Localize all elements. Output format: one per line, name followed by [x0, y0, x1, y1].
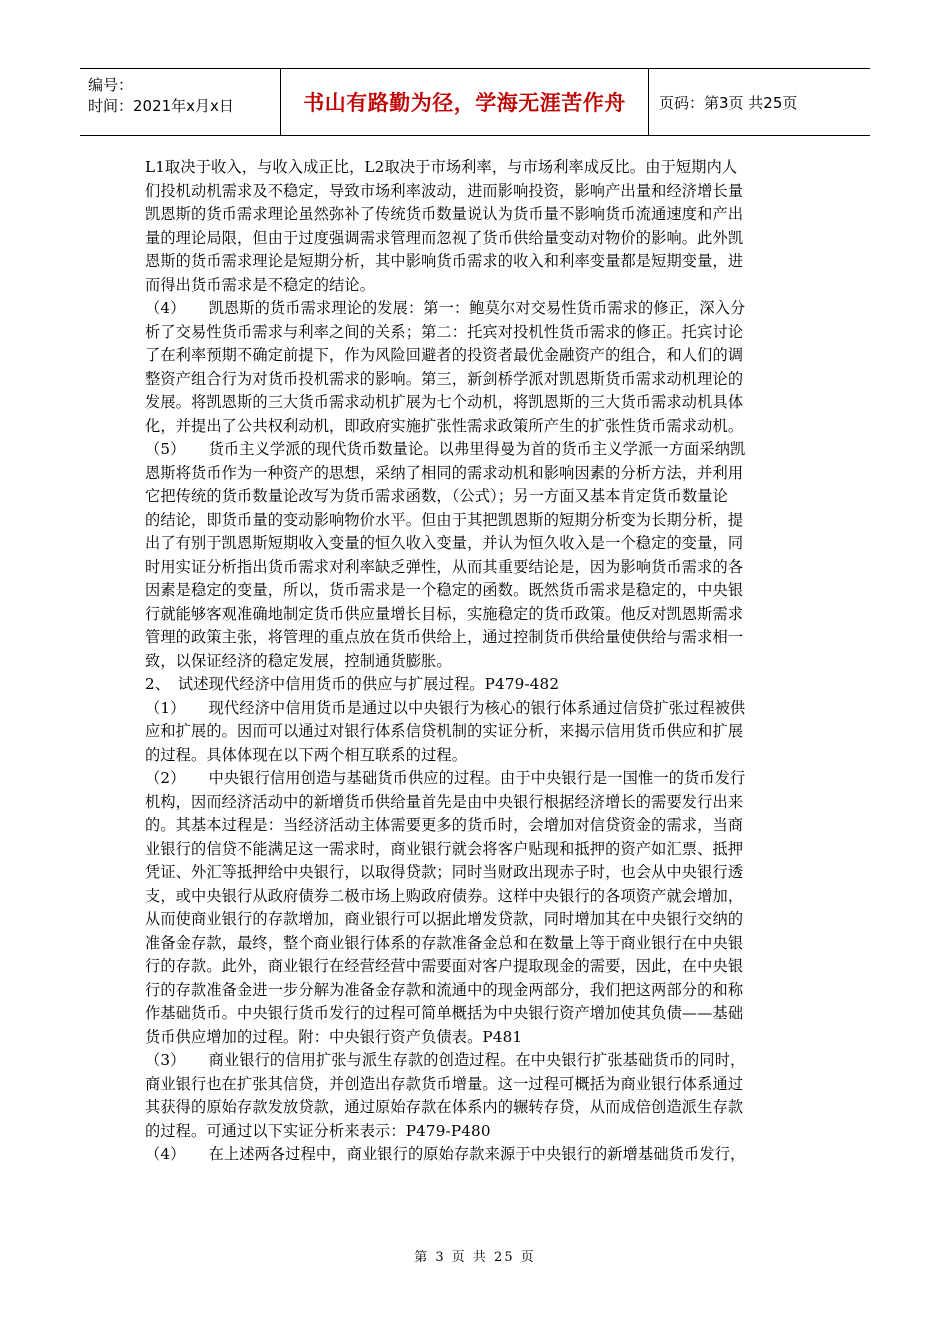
- text-line: （2） 中央银行信用创造与基础货币供应的过程。由于中央银行是一国惟一的货币发行: [145, 769, 746, 787]
- text-line: 应和扩展的。因而可以通过对银行体系信贷机制的实证分析，来揭示信用货币供应和扩展: [145, 722, 744, 740]
- page-footer: 第 3 页 共 25 页: [414, 1250, 536, 1265]
- text-line: 支，或中央银行从政府债券二极市场上购政府债券。这样中央银行的各项资产就会增加，: [145, 886, 744, 905]
- text-line: 化，并提出了公共权利动机，即政府实施扩张性需求政策所产生的扩张性货币需求动机。: [145, 416, 744, 435]
- text-line: 其获得的原始存款发放贷款，通过原始存款在体系内的辗转存贷，从而成倍创造派生存款: [145, 1098, 744, 1116]
- text-line: 了在利率预期不确定前提下，作为风险回避者的投资者最优金融资产的组合，和人们的调: [145, 346, 744, 364]
- text-line: 出了有别于凯恩斯短期收入变量的恒久收入变量，并认为恒久收入是一个稳定的变量，同: [145, 534, 744, 552]
- text-line: （4） 在上述两各过程中，商业银行的原始存款来源于中央银行的新增基础货币发行，: [145, 1145, 746, 1163]
- text-line: （4） 凯恩斯的货币需求理论的发展：第一：鲍莫尔对交易性货币需求的修正，深入分: [145, 299, 746, 317]
- page-header: [80, 68, 870, 136]
- text-line: 恩斯的货币需求理论是短期分析，其中影响货币需求的收入和利率变量都是短期变量，进: [145, 252, 744, 270]
- text-line: 它把传统的货币数量论改写为货币需求函数，（公式）；另一方面又基本肯定货币数量论: [145, 487, 728, 505]
- header-motto-cell: [281, 69, 649, 135]
- text-line: （3） 商业银行的信用扩张与派生存款的创造过程。在中央银行扩张基础货币的同时，: [145, 1051, 746, 1069]
- header-page-cell: [649, 69, 870, 135]
- document-number-label: 编号：: [88, 76, 134, 94]
- text-line: 恩斯将货币作为一种资产的思想，采纳了相同的需求动机和影响因素的分析方法，并利用: [145, 463, 744, 482]
- text-line: 行的存款。此外，商业银行在经营经营中需要面对客户提取现金的需要，因此，在中央银: [145, 957, 744, 975]
- header-meta: [80, 69, 281, 135]
- text-line: 管理的政策主张，将管理的重点放在货币供给上，通过控制货币供给量使供给与需求相一: [145, 628, 744, 646]
- text-line: 机构，因而经济活动中的新增货币供给量首先是由中央银行根据经济增长的需要发行出来: [145, 792, 744, 811]
- text-line: 从而使商业银行的存款增加，商业银行可以据此增发贷款，同时增加其在中央银行交纳的: [145, 910, 744, 928]
- document-body: [145, 156, 813, 1167]
- text-line: 凯恩斯的货币需求理论虽然弥补了传统货币数量说认为货币量不影响货币流通速度和产出: [145, 205, 744, 223]
- text-line: 致，以保证经济的稳定发展，控制通货膨胀。: [145, 651, 452, 670]
- text-line: 行的存款准备金进一步分解为准备金存款和流通中的现金两部分，我们把这两部分的和称: [145, 980, 744, 999]
- text-line: 准备金存款，最终，整个商业银行体系的存款准备金总和在数量上等于商业银行在中央银: [145, 933, 744, 952]
- text-line: 作基础货币。中央银行货币发行的过程可简单概括为中央银行资产增加使其负债——基础: [145, 1004, 744, 1022]
- text-line: 因素是稳定的变量，所以，货币需求是一个稳定的函数。既然货币需求是稳定的，中央银: [145, 581, 744, 599]
- text-line: L1取决于收入，与收入成正比，L2取决于市场利率，与市场利率成反比。由于短期内人: [145, 158, 738, 176]
- text-line: 发展。将凯恩斯的三大货币需求动机扩展为七个动机，将凯恩斯的三大货币需求动机具体: [145, 393, 744, 411]
- text-line: 整资产组合行为对货币投机需求的影响。第三，新剑桥学派对凯恩斯货币需求动机理论的: [145, 369, 744, 388]
- text-line: 时用实证分析指出货币需求对利率缺乏弹性，从而其重要结论是，因为影响货币需求的各: [145, 557, 744, 576]
- text-line: （1） 现代经济中信用货币是通过以中央银行为核心的银行体系通过信贷扩张过程被供: [145, 698, 746, 717]
- text-line: 而得出货币需求是不稳定的结论。: [145, 275, 376, 294]
- text-line: 货币供应增加的过程。附：中央银行资产负债表。P481: [145, 1027, 523, 1046]
- text-line: 的结论，即货币量的变动影响物价水平。但由于其把凯恩斯的短期分析变为长期分析，提: [145, 510, 744, 529]
- text-line: 们投机动机需求及不稳定，导致市场利率波动，进而影响投资，影响产出量和经济增长量: [145, 181, 744, 200]
- text-line: 量的理论局限，但由于过度强调需求管理而忽视了货币供给量变动对物价的影响。此外凯: [145, 228, 744, 247]
- text-line: 凭证、外汇等抵押给中央银行，以取得贷款；同时当财政出现赤子时，也会从中央银行透: [145, 863, 744, 881]
- text-line: 商业银行也在扩张其信贷，并创造出存款货币增量。这一过程可概括为商业银行体系通过: [145, 1074, 744, 1093]
- text-line: 析了交易性货币需求与利率之间的关系；第二：托宾对投机性货币需求的修正。托宾讨论: [145, 322, 744, 341]
- text-line: 的过程。具体体现在以下两个相互联系的过程。: [145, 745, 468, 764]
- document-time-label: 时间：2021年x月x日: [88, 97, 234, 115]
- text-line: 的。其基本过程是：当经济活动主体需要更多的货币时，会增加对信贷资金的需求，当商: [145, 816, 744, 834]
- text-line: 的过程。可通过以下实证分析来表示：P479-P480: [145, 1121, 491, 1140]
- header-page-number: 页码：第3页 共25页: [659, 93, 798, 112]
- text-line: （5） 货币主义学派的现代货币数量论。以弗里得曼为首的货币主义学派一方面采纳凯: [145, 440, 746, 458]
- text-line: 行就能够客观准确地制定货币供应量增长目标，实施稳定的货币政策。他反对凯恩斯需求: [145, 604, 744, 623]
- header-motto: 书山有路勤为径，学海无涯苦作舟: [303, 91, 626, 115]
- text-line: 业银行的信贷不能满足这一需求时，商业银行就会将客户贴现和抵押的资产如汇票、抵押: [145, 839, 744, 858]
- text-line: 2、 试述现代经济中信用货币的供应与扩展过程。P479-482: [145, 675, 560, 693]
